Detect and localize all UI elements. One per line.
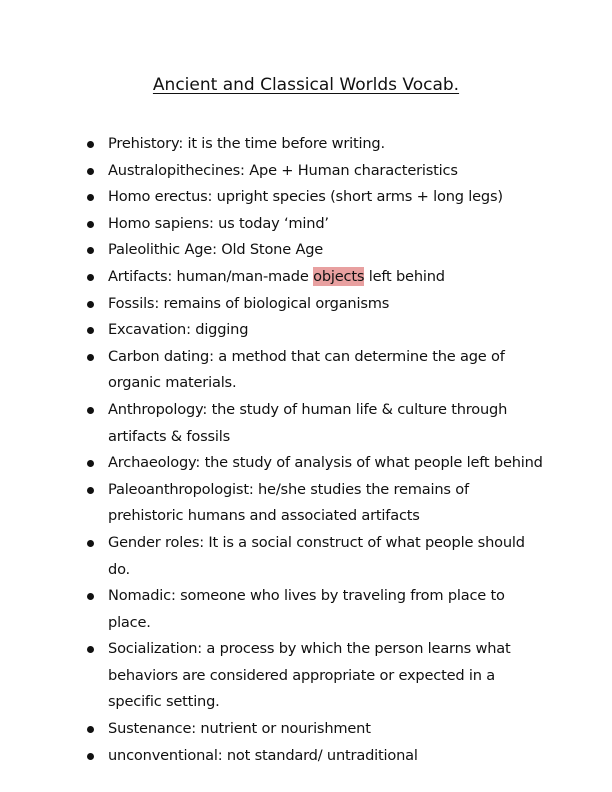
vocab-item <box>0 344 612 397</box>
document-title <box>0 72 612 98</box>
bullet-icon <box>87 354 94 361</box>
highlighted-word: objects <box>313 267 365 285</box>
vocab-item-text: Paleoanthropologist: he/she studies the remains of prehistoric humans and associated artifacts <box>108 480 469 525</box>
bullet-icon <box>87 460 94 467</box>
bullet-icon <box>87 593 94 600</box>
vocab-item <box>0 131 612 158</box>
vocab-item-text: Homo sapiens: us today ‘mind’ <box>108 214 329 232</box>
vocab-item-text: Australopithecines: Ape + Human characteristics <box>108 161 458 179</box>
vocab-item <box>0 291 612 318</box>
bullet-icon <box>87 247 94 254</box>
vocab-item-text: Socialization: a process by which the person learns what behaviors are considered appropriate or expected in a specific setting. <box>108 640 511 711</box>
vocab-item <box>0 211 612 238</box>
bullet-icon <box>87 646 94 653</box>
vocab-item <box>0 237 612 264</box>
vocab-item <box>0 583 612 636</box>
vocab-item <box>0 636 612 716</box>
vocab-item-text: unconventional: not standard/ untraditional <box>108 746 418 764</box>
vocab-item <box>0 530 612 583</box>
vocab-item-text: Sustenance: nutrient or nourishment <box>108 720 371 738</box>
vocab-item <box>0 743 612 770</box>
vocab-item-text-before: Artifacts: human/man-made <box>108 267 314 285</box>
vocab-item <box>0 716 612 743</box>
vocab-item-text: Nomadic: someone who lives by traveling from place to place. <box>108 587 505 631</box>
vocab-item-text: Gender roles: It is a social construct of what people should do. <box>108 533 525 578</box>
vocab-item-text: Fossils: remains of biological organisms <box>108 294 390 312</box>
bullet-icon <box>87 407 94 414</box>
bullet-icon <box>87 540 94 547</box>
vocab-item-text: Archaeology: the study of analysis of what people left behind <box>108 454 543 472</box>
bullet-icon <box>87 726 94 733</box>
bullet-icon <box>87 221 94 228</box>
bullet-icon <box>87 274 94 281</box>
vocab-item-text: Paleolithic Age: Old Stone Age <box>108 241 324 259</box>
vocab-item <box>0 477 612 530</box>
bullet-icon <box>87 753 94 760</box>
vocab-item <box>0 158 612 185</box>
vocab-item-text: Excavation: digging <box>108 321 249 339</box>
bullet-icon <box>87 487 94 494</box>
vocab-item-text-after: left behind <box>364 267 445 285</box>
bullet-icon <box>87 168 94 175</box>
bullet-icon <box>87 194 94 201</box>
bullet-icon <box>87 141 94 148</box>
vocab-item <box>0 317 612 344</box>
vocab-item <box>0 184 612 211</box>
vocab-item-text: Carbon dating: a method that can determine the age of organic materials. <box>108 347 505 392</box>
vocab-item <box>0 264 612 291</box>
vocab-item <box>0 397 612 450</box>
vocab-item-text: Homo erectus: upright species (short arms + long legs) <box>108 188 503 206</box>
bullet-icon <box>87 301 94 308</box>
vocab-item-text: Anthropology: the study of human life & culture through artifacts & fossils <box>108 400 508 445</box>
vocab-list <box>0 131 612 769</box>
document-title-text: Ancient and Classical Worlds Vocab. <box>152 75 460 95</box>
vocab-item <box>0 450 612 477</box>
vocab-item-text: Prehistory: it is the time before writing. <box>108 135 385 152</box>
bullet-icon <box>87 327 94 334</box>
